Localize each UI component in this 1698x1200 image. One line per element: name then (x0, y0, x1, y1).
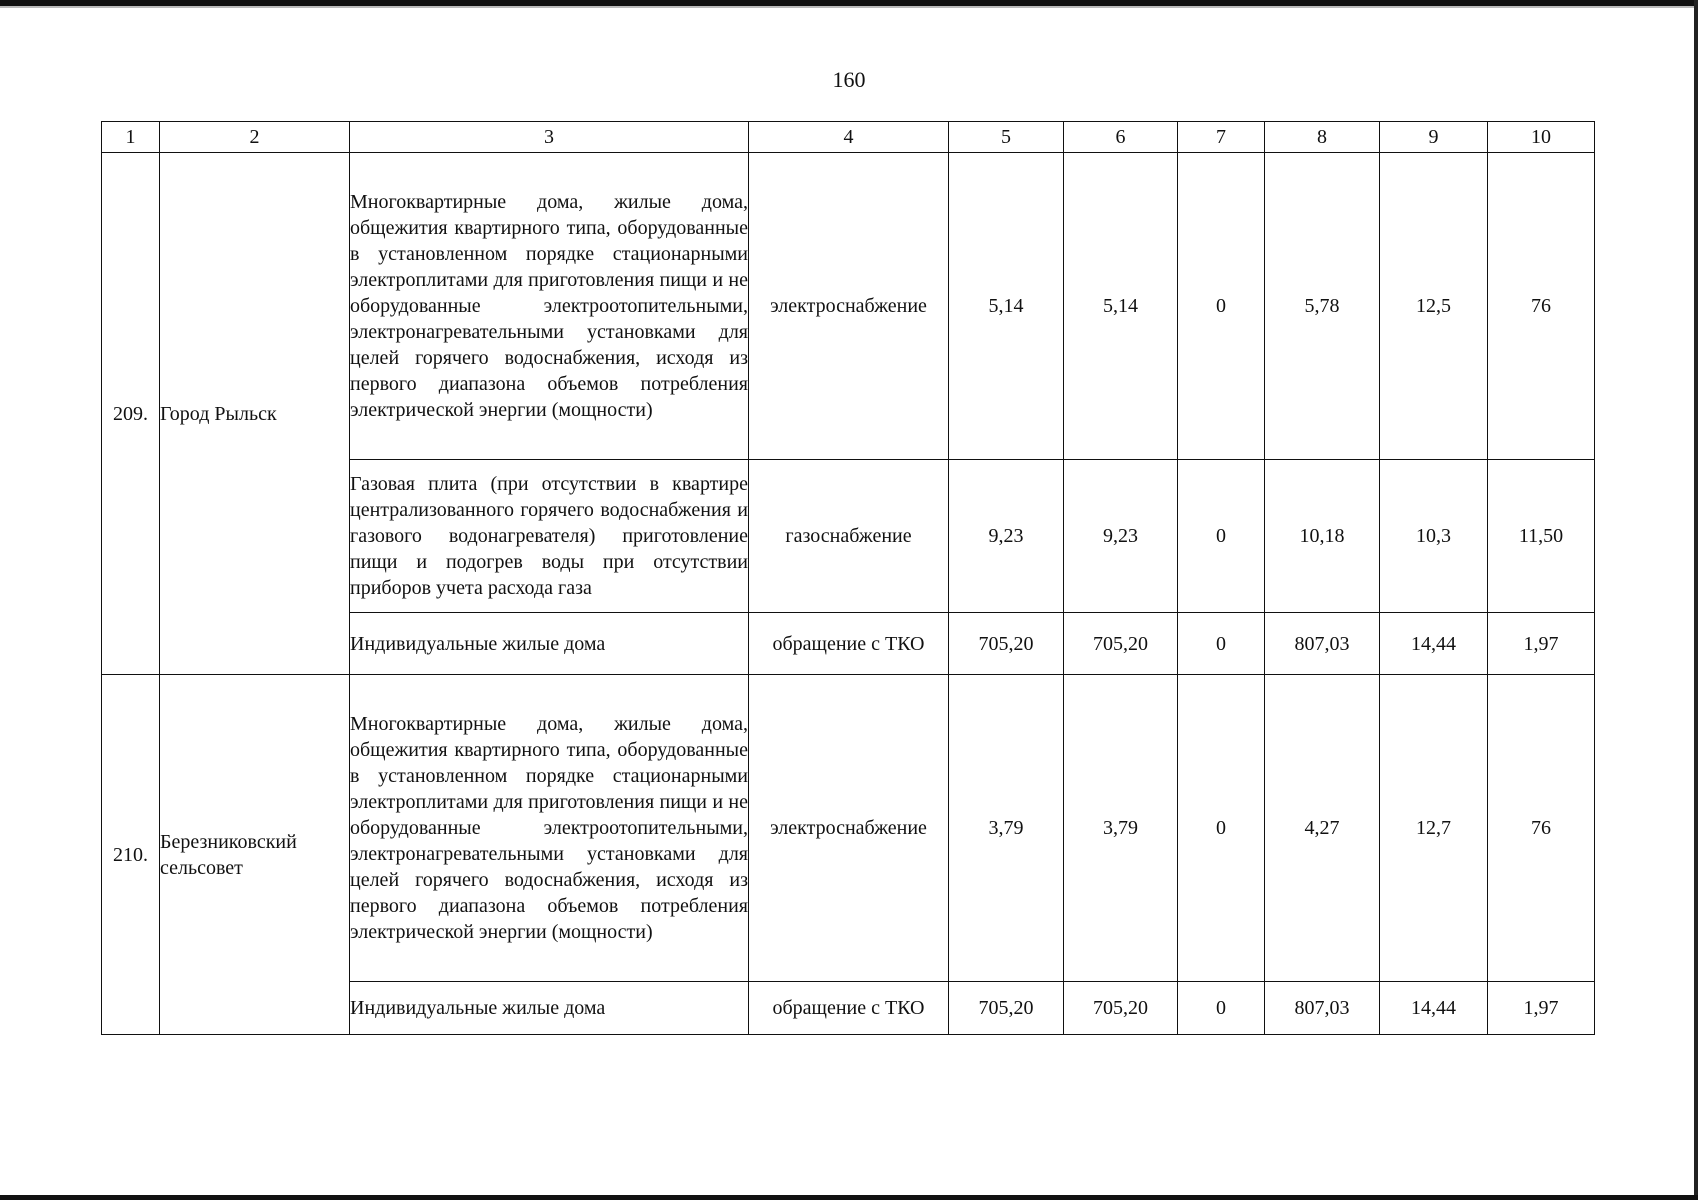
consumer-category: Многоквартирные дома, жилые дома, общежития квартирного типа, оборудованные в установленном порядке стационарными электроплитами для приготовления пищи и не оборудованные электроотопительными, электронагревательными установками для целей горячего водоснабжения, исходя из первого диапазона объемов потребления электрической энергии (мощности) (350, 675, 749, 982)
utility-service: обращение с ТКО (749, 982, 949, 1035)
value-col10: 1,97 (1488, 613, 1595, 675)
consumer-category: Индивидуальные жилые дома (350, 613, 749, 675)
header-cell: 5 (949, 122, 1064, 153)
value-col8: 5,78 (1265, 153, 1380, 460)
header-cell: 2 (160, 122, 350, 153)
value-col8: 807,03 (1265, 982, 1380, 1035)
scan-border-bottom (0, 1195, 1698, 1200)
header-cell: 7 (1178, 122, 1265, 153)
utility-service: электроснабжение (749, 153, 949, 460)
value-col5: 3,79 (949, 675, 1064, 982)
row-number: 210. (102, 675, 160, 1035)
value-col6: 3,79 (1064, 675, 1178, 982)
utility-service: газоснабжение (749, 460, 949, 613)
row-number: 209. (102, 153, 160, 675)
consumer-category: Индивидуальные жилые дома (350, 982, 749, 1035)
value-col9: 10,3 (1380, 460, 1488, 613)
value-col7: 0 (1178, 460, 1265, 613)
table-row (102, 675, 1595, 982)
consumer-category: Газовая плита (при отсутствии в квартире централизованного горячего водоснабжения и газового водонагревателя) приготовление пищи и подогрев воды при отсутствии приборов учета расхода газа (350, 460, 749, 613)
value-col7: 0 (1178, 982, 1265, 1035)
header-cell: 4 (749, 122, 949, 153)
value-col6: 705,20 (1064, 982, 1178, 1035)
value-col8: 807,03 (1265, 613, 1380, 675)
value-col10: 76 (1488, 675, 1595, 982)
utility-service: электроснабжение (749, 675, 949, 982)
value-col7: 0 (1178, 613, 1265, 675)
header-cell: 8 (1265, 122, 1380, 153)
value-col7: 0 (1178, 675, 1265, 982)
page-number: 160 (832, 67, 866, 92)
header-cell: 1 (102, 122, 160, 153)
value-col8: 10,18 (1265, 460, 1380, 613)
value-col10: 11,50 (1488, 460, 1595, 613)
value-col9: 14,44 (1380, 982, 1488, 1035)
value-col5: 5,14 (949, 153, 1064, 460)
tariff-table (101, 121, 1595, 1035)
municipality-name: Город Рыльск (160, 153, 350, 675)
value-col7: 0 (1178, 153, 1265, 460)
value-col8: 4,27 (1265, 675, 1380, 982)
table-row (102, 153, 1595, 460)
value-col6: 9,23 (1064, 460, 1178, 613)
header-cell: 10 (1488, 122, 1595, 153)
value-col5: 9,23 (949, 460, 1064, 613)
value-col5: 705,20 (949, 613, 1064, 675)
value-col10: 76 (1488, 153, 1595, 460)
value-col10: 1,97 (1488, 982, 1595, 1035)
header-row (102, 122, 1595, 153)
header-cell: 6 (1064, 122, 1178, 153)
scan-border-right (1694, 0, 1698, 1200)
value-col9: 14,44 (1380, 613, 1488, 675)
utility-service: обращение с ТКО (749, 613, 949, 675)
value-col9: 12,5 (1380, 153, 1488, 460)
value-col5: 705,20 (949, 982, 1064, 1035)
scan-border-top-shade (0, 6, 1698, 8)
header-cell: 3 (350, 122, 749, 153)
consumer-category: Многоквартирные дома, жилые дома, общежития квартирного типа, оборудованные в установленном порядке стационарными электроплитами для приготовления пищи и не оборудованные электроотопительными, электронагревательными установками для целей горячего водоснабжения, исходя из первого диапазона объемов потребления электрической энергии (мощности) (350, 153, 749, 460)
value-col9: 12,7 (1380, 675, 1488, 982)
header-cell: 9 (1380, 122, 1488, 153)
municipality-name: Березниковский сельсовет (160, 675, 350, 1035)
value-col6: 705,20 (1064, 613, 1178, 675)
value-col6: 5,14 (1064, 153, 1178, 460)
